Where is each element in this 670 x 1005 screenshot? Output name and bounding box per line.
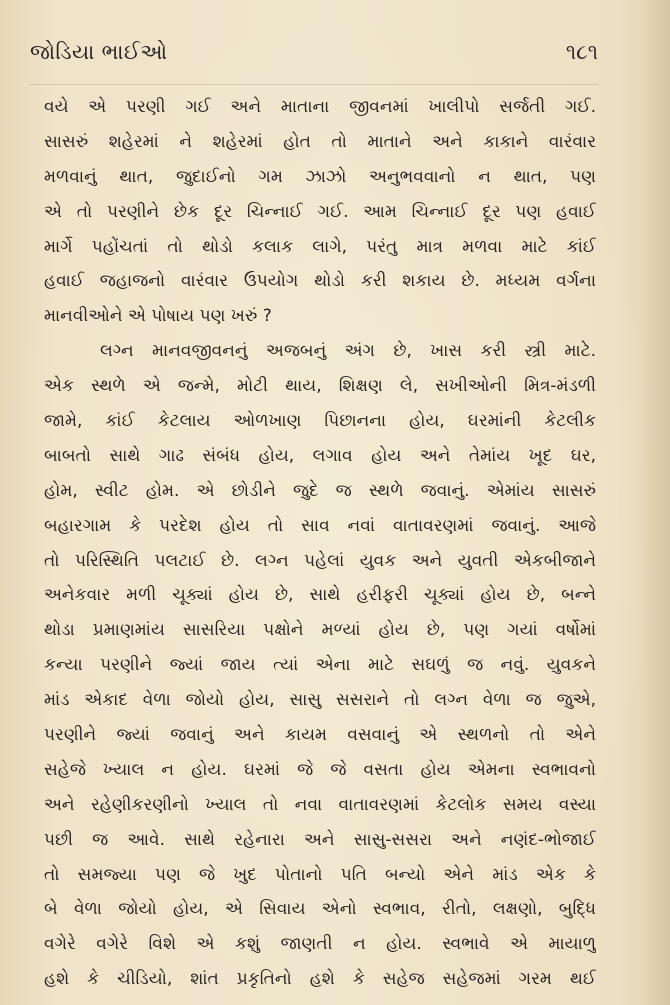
text-line: અનેકવાર મળી ચૂક્યાં હોય છે, સાથે હરીફરી ચૂક્યાં હોય છે, બન્ને [44, 585, 596, 606]
header-divider [30, 84, 598, 85]
text-line-indented: લગ્ન માનવજીવનનું અજબનું અંગ છે, ખાસ કરી સ્ત્રી માટે. [100, 341, 596, 362]
text-line: તો પરિસ્થિતિ પલટાઈ છે. લગ્ન પહેલાં યુવક અને યુવતી એકબીજાને [44, 550, 596, 571]
text-line: વયે એ પરણી ગઈ અને માતાના જીવનમાં ખાલીપો સર્જતી ગઈ. [44, 97, 596, 117]
running-header [30, 40, 598, 74]
text-line: માર્ગે પહોંચતાં તો થોડો કલાક લાગે, પરંતુ માત્ર મળવા માટે કાંઈ [44, 236, 596, 257]
text-line: એક સ્થળે એ જન્મે, મોટી થાય, શિક્ષણ લે, સખીઓની મિત્ર-મંડળી [44, 376, 596, 397]
text-line: એ તો પરણીને છેક દૂર ચિન્નાઈ ગઈ. આમ ચિન્નાઈ દૂર પણ હવાઈ [44, 201, 596, 222]
text-line: હશે કે ચીડિયો, શાંત પ્રકૃતિનો હશે કે સહેજ સહેજમાં ગરમ થઈ [44, 969, 596, 990]
text-line: હોમ, સ્વીટ હોમ. એ છોડીને જુદે જ સ્થળે જવાનું. એમાંય સાસરું [44, 480, 596, 501]
text-line: માંડ એકાદ વેળા જોયો હોય, સાસુ સસરાને તો લગ્ન વેળા જ જુએ, [44, 690, 596, 711]
text-line: માનવીઓને એ પોષાય પણ ખરું ? [44, 306, 272, 327]
text-line: પરણીને જ્યાં જવાનું અને કાયમ વસવાનું એ સ્થળનો તો એને [44, 725, 596, 746]
text-line: બહારગામ કે પરદેશ હોય તો સાવ નવાં વાતાવરણમાં જવાનું. આજે [44, 515, 596, 536]
book-title: જોડિયા ભાઈઓ [30, 40, 168, 64]
text-line: કન્યા પરણીને જ્યાં જાય ત્યાં એના માટે સઘળું જ નવું. યુવકને [44, 655, 596, 676]
text-line: હવાઈ જહાજનો વારંવાર ઉપયોગ થોડો કરી શકાય છે. મધ્યમ વર્ગના [44, 271, 596, 292]
text-line: સાસરું શહેરમાં ને શહેરમાં હોત તો માતાને અને કાકાને વારંવાર [44, 131, 596, 152]
text-line: જામે, કાંઈ કેટલાય ઓળખાણ પિછાનના હોય, ઘરમાંની કેટલીક [44, 411, 596, 432]
text-line: મળવાનું થાત, જુદાઈનો ગમ ઝાઝો અનુભવવાનો ન થાત, પણ [44, 166, 596, 187]
text-line: પછી જ આવે. સાથે રહેનારા અને સાસુ-સસરા અને નણંદ-ભોજાઈ [44, 829, 596, 850]
text-line: તો સમજ્યા પણ જે ખુદ પોતાનો પતિ બન્યો એને માંડ એક કે [44, 864, 596, 885]
text-line: થોડા પ્રમાણમાંય સાસરિયા પક્ષોને મળ્યાં હોય છે, પણ ગયાં વર્ષોમાં [44, 620, 596, 641]
text-line: સહેજે ખ્યાલ ન હોય. ઘરમાં જે જે વસતા હોય એમના સ્વભાવનો [44, 759, 596, 780]
text-line: અને રહેણીકરણીનો ખ્યાલ તો નવા વાતાવરણમાં કેટલોક સમય વસ્યા [44, 794, 596, 815]
page-number: ૧૮૧ [565, 40, 598, 64]
page-edge-shadow [640, 0, 670, 1005]
text-line: વગેરે વગેરે વિશે એ કશું જાણતી ન હોય. સ્વભાવે એ માયાળુ [44, 934, 596, 955]
text-line: બાબતો સાથે ગાઢ સંબંધ હોય, લગાવ હોય અને તેમાંય ખૂદ ઘર, [44, 445, 596, 466]
body-text [44, 90, 596, 997]
text-line: બે વેળા જોયો હોય, એ સિવાય એનો સ્વભાવ, રીતો, લક્ષણો, બુદ્ધિ [44, 899, 596, 920]
